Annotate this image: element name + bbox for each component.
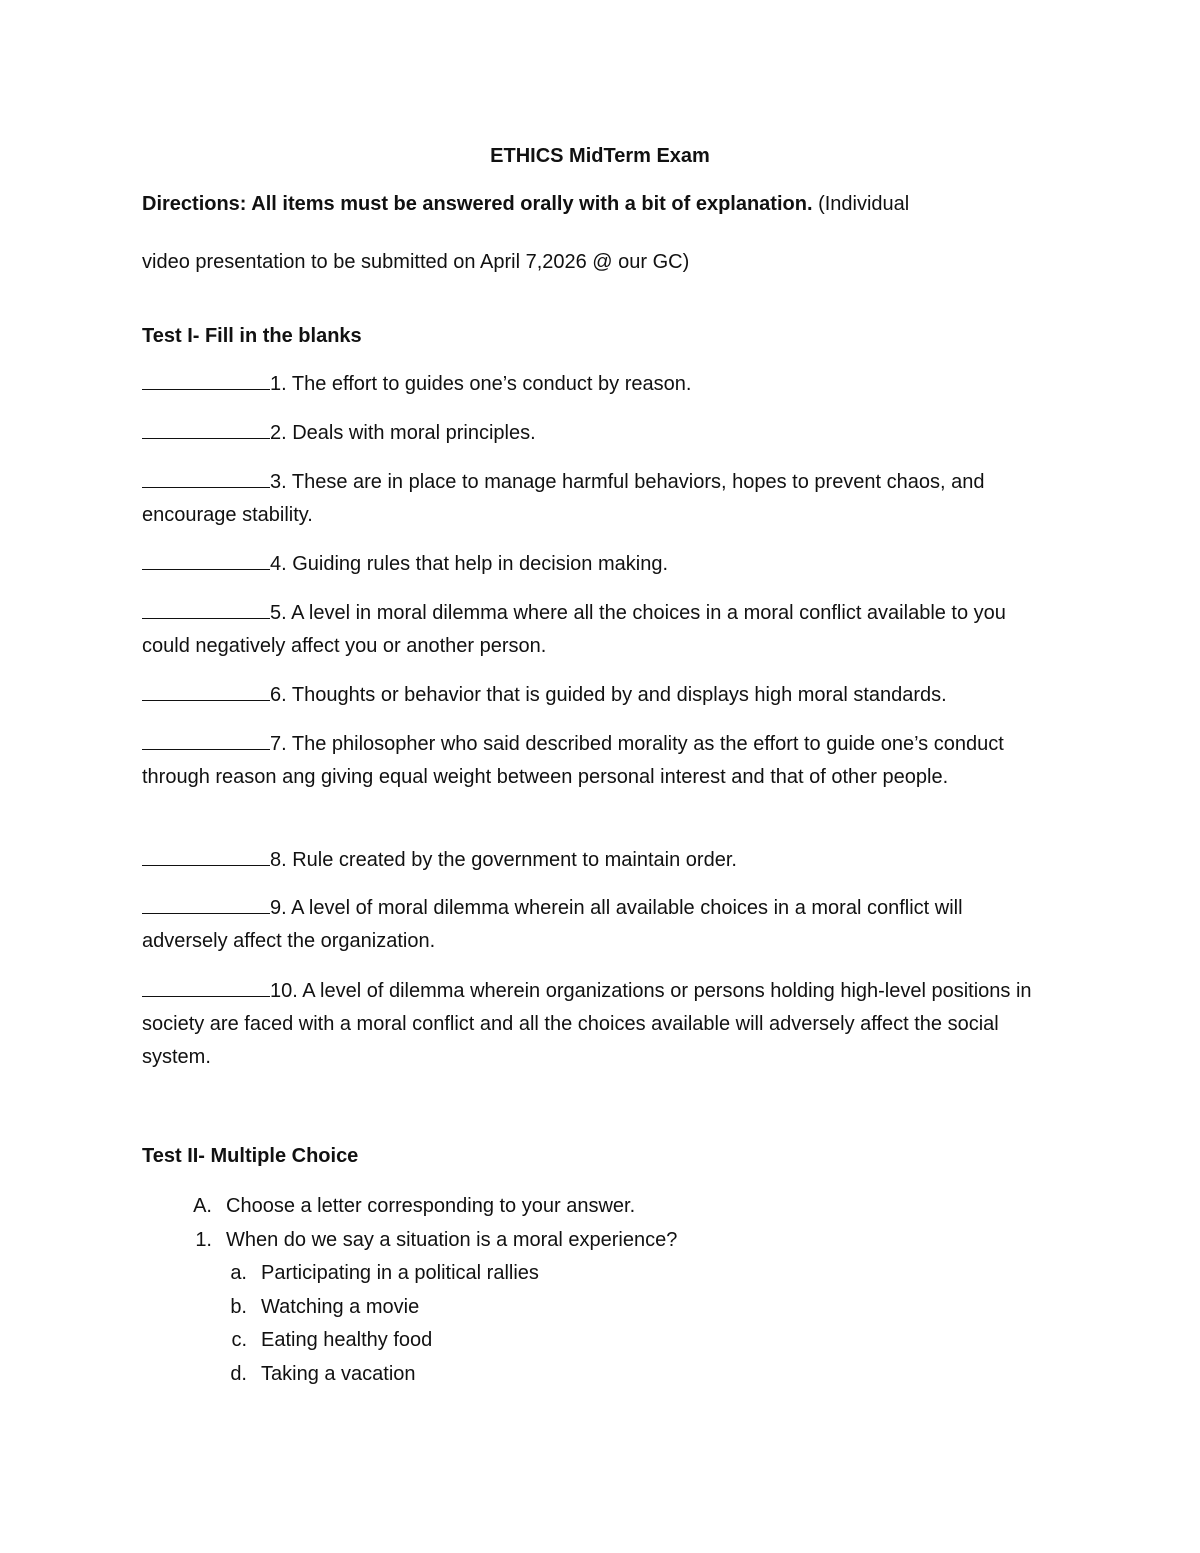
test2-heading: Test II- Multiple Choice [142,1145,359,1167]
option-marker: a. [230,1262,247,1285]
fill-blank-item-5: 5. A level in moral dilemma where all the choices in a moral conflict available to you could negatively affect you or another person. [142,597,1052,663]
question-text: When do we say a situation is a moral experience? [226,1228,678,1251]
mc-option [142,1257,1052,1291]
option-marker: d. [230,1362,247,1385]
directions-normal: (Individual [812,193,910,215]
fill-blank-item-6: 6. Thoughts or behavior that is guided by and displays high moral standards. [142,679,1052,712]
mc-option [142,1324,1052,1358]
mc-instruction [142,1190,1052,1224]
answer-blank [142,893,270,914]
test1-heading: Test I- Fill in the blanks [142,325,362,347]
fill-blank-item-1: 1. The effort to guides one’s conduct by reason. [142,368,1052,401]
mc-option [142,1291,1052,1325]
directions-bold: Directions: All items must be answered orally with a bit of explanation. [142,193,813,215]
fill-blank-item-8: 8. Rule created by the government to maintain order. [142,844,1052,877]
answer-blank [142,729,270,750]
mc-question [142,1224,1052,1258]
option-text: Taking a vacation [261,1362,416,1385]
directions-line2: video presentation to be submitted on April 7,2026 @ our GC) [142,251,690,273]
fill-blank-item-3: 3. These are in place to manage harmful behaviors, hopes to prevent chaos, and encourage stability. [142,466,1052,532]
answer-blank [142,976,270,997]
instruction-text: Choose a letter corresponding to your answer. [226,1195,636,1218]
fill-blank-item-10: 10. A level of dilemma wherein organizations or persons holding high-level positions in society are faced with a moral conflict and all the choices available will adversely affect the social system. [142,975,1052,1074]
answer-blank [142,418,270,439]
fill-blank-item-2: 2. Deals with moral principles. [142,417,1052,450]
option-marker: b. [230,1295,247,1318]
list-marker: A. [193,1195,212,1218]
fill-blank-item-4: 4. Guiding rules that help in decision making. [142,548,1052,581]
answer-blank [142,845,270,866]
option-marker: c. [231,1329,247,1352]
answer-blank [142,467,270,488]
answer-blank [142,549,270,570]
option-text: Watching a movie [261,1295,420,1318]
directions [142,188,1052,221]
mc-option [142,1358,1052,1392]
fill-blank-item-7: 7. The philosopher who said described morality as the effort to guide one’s conduct through reason ang giving equal weight between personal interest and that of other people. [142,728,1052,794]
answer-blank [142,598,270,619]
page-title: ETHICS MidTerm Exam [490,145,710,167]
answer-blank [142,369,270,390]
answer-blank [142,680,270,701]
option-text: Participating in a political rallies [261,1262,539,1285]
list-marker: 1. [195,1228,212,1251]
option-text: Eating healthy food [261,1329,433,1352]
fill-blank-item-9: 9. A level of moral dilemma wherein all available choices in a moral conflict will adversely affect the organization. [142,892,1052,958]
multiple-choice-list [142,1190,1052,1391]
